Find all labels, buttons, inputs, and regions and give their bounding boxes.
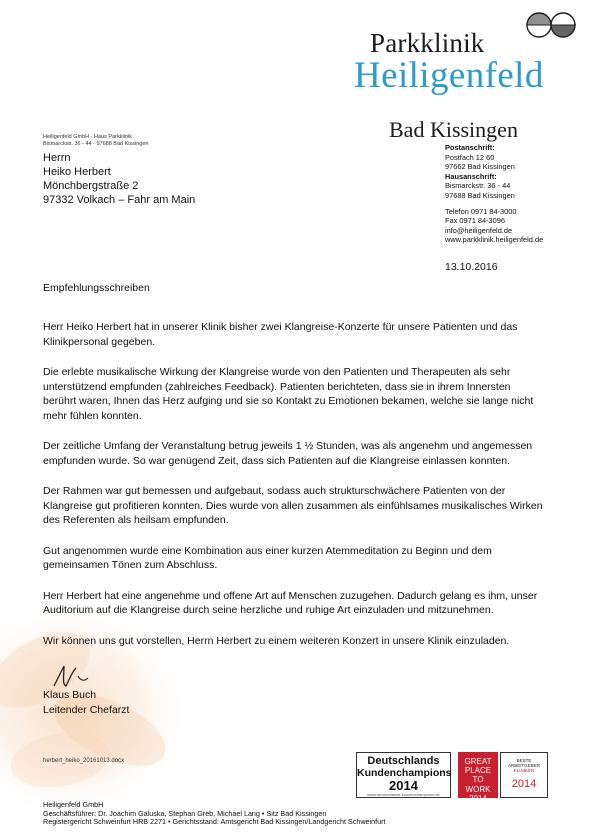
footer-register: Registergericht Schweinfurt HRB 2271 • Gerichtsstand: Amtsgericht Bad Kissingen/Landgericht Schweinfurt (43, 817, 386, 827)
footer-company: Heiligenfeld GmbH (43, 800, 104, 809)
file-reference: herbert_heiko_20161013.docx (43, 758, 125, 764)
clinic-name-line1: Parkklinik (370, 28, 485, 58)
signer-block (43, 688, 129, 717)
company-footer (43, 801, 386, 827)
signer-title: Leitender Chefarzt (43, 703, 130, 716)
email-address: info@heiligenfeld.de (445, 225, 513, 235)
footer-managers: Geschäftsführer: Dr. Joachim Galuska, Stephan Greb, Michael Lang • Sitz Bad Kissingen (43, 808, 327, 818)
clinic-logo-emblem (526, 8, 576, 42)
sender-address-line: Heiligenfeld GmbH - Haus Parkklinik Bismarckstr. 36 - 44 - 97688 Bad Kissingen (43, 134, 149, 147)
body-paragraph: Die erlebte musikalische Wirkung der Klangreise wurde von den Patienten und Therapeuten als sehr unterstützend empfunden (zahlreiches Feedback). Patienten berichteten, dass sie in ihrem Innersten berührt waren, Ihnen das Herz aufging und sie so Kontakt zu Emotionen bekamen, welche sie lange nicht mehr fühlen konnten. (43, 366, 534, 422)
body-paragraph: Herr Heiko Herbert hat in unserer Klinik bisher zwei Klangreise-Konzerte für unsere Patienten und das Klinikpersonal gegeben. (43, 321, 518, 348)
letter-date: 13.10.2016 (445, 261, 498, 273)
recipient-street: Mönchbergstraße 2 (43, 180, 139, 192)
house-heading: Hausanschrift: (445, 171, 497, 181)
award-great-place-to-work-badge: GREAT PLACE TO WORK 2014 (458, 752, 498, 798)
award-kundenchampions-badge: Deutschlands Kundenchampions 2014 www.deutschlands-kundenchampions.de (356, 752, 451, 798)
postal-heading: Postanschrift: (445, 143, 495, 152)
website-address: www.parkklinik.heiligenfeld.de (445, 235, 544, 245)
contact-block (445, 143, 543, 245)
postal-line: 97662 Bad Kissingen (445, 162, 515, 172)
postal-line: Postfach 12 60 (445, 152, 495, 162)
letter-body (43, 320, 543, 664)
fax-number: Fax 0971 84-3096 (445, 216, 505, 226)
body-paragraph: Der Rahmen war gut bemessen und aufgebaut, sodass auch strukturschwächere Patienten von der Klangreise gut profitieren konnten. Dies wurde von allen zusammen als einfühlsames musikalisches Wirken des Referenten als heilsam empfunden. (43, 485, 543, 526)
clinic-name-line2: Heiligenfeld (354, 55, 544, 96)
letter-subject: Empfehlungsschreiben (43, 282, 150, 294)
body-paragraph: Gut angenommen wurde eine Kombination aus einer kurzen Atemmeditation zu Beginn und dem gemeinsamen Tönen zum Abschluss. (43, 544, 492, 571)
recipient-name: Heiko Herbert (43, 166, 111, 178)
recipient-city: 97332 Volkach – Fahr am Main (43, 194, 196, 206)
signer-name: Klaus Buch (43, 689, 97, 701)
phone-number: Telefon 0971 84-3000 (445, 206, 517, 216)
recipient-address (43, 151, 195, 207)
body-paragraph: Wir können uns gut vorstellen, Herrn Herbert zu einem weiteren Konzert in unsere Klinik einzuladen. (43, 634, 510, 647)
clinic-city: Bad Kissingen (389, 117, 518, 142)
recipient-salutation: Herrn (43, 152, 71, 164)
award-beste-arbeitgeber-badge: BESTE ARBEITGEBER KLINIKEN 2014 (500, 752, 548, 798)
body-paragraph: Der zeitliche Umfang der Veranstaltung betrug jeweils 1 ½ Stunden, was als angenehm und angemessen empfunden wurde. So war genügend Zeit, dass sich Patienten auf die Klangreise einlassen konnten. (43, 440, 533, 467)
house-line: 97688 Bad Kissingen (445, 190, 515, 200)
house-line: Bismarckstr. 36 - 44 (445, 181, 511, 191)
body-paragraph: Herr Herbert hat eine angenehme und offene Art auf Menschen zuzugehen. Dadurch gelang es ihm, unser Auditorium auf die Klangreise durch seine herzliche und ruhige Art einzuladen und mitzunehmen. (43, 589, 538, 616)
